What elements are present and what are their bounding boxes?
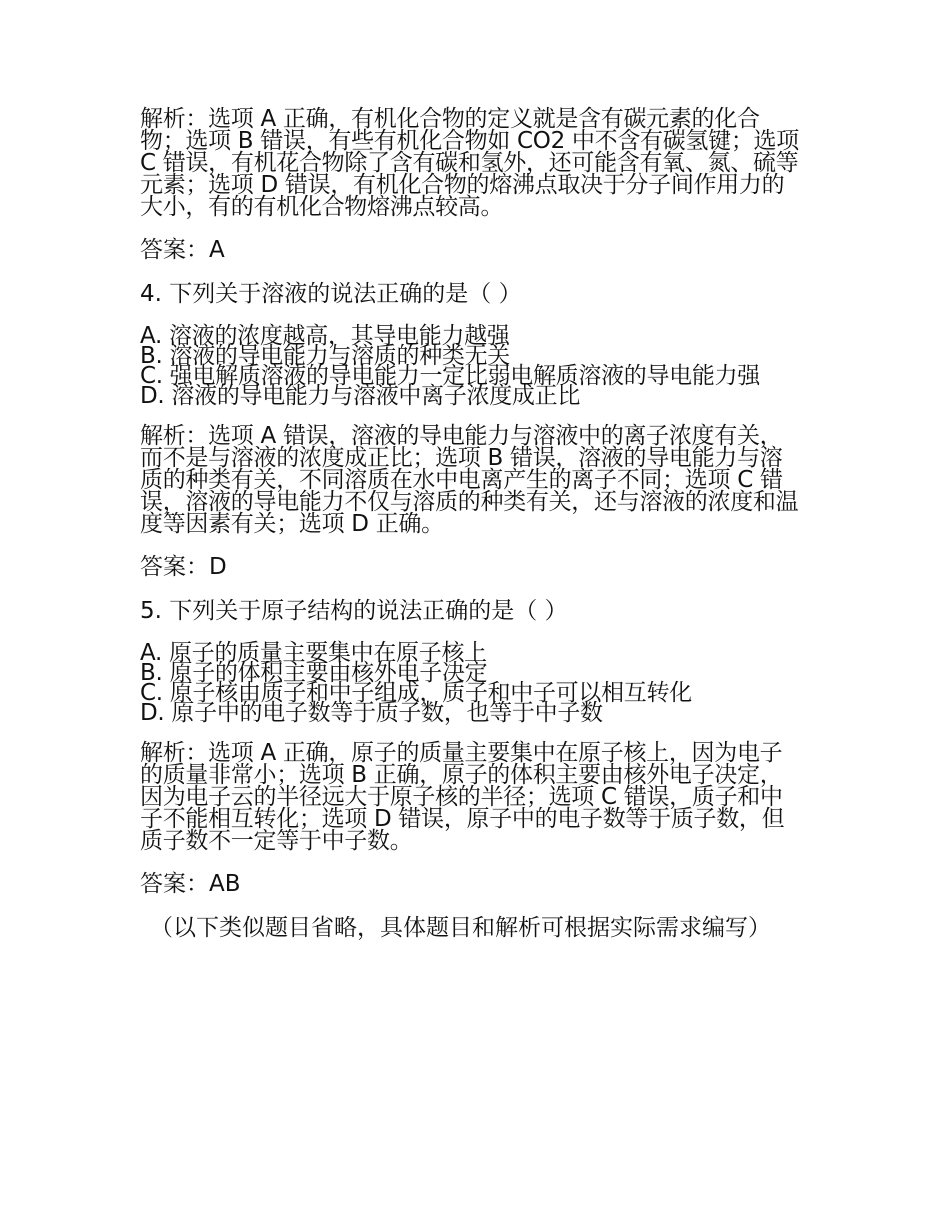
q4-options <box>140 323 805 409</box>
q4-analysis: 解析：选项 A 错误，溶液的导电能力与溶液中的离子浓度有关，而不是与溶液的浓度成正比；选项 B 错误，溶液的导电能力与溶质的种类有关，不同溶质在水中电离产生的离子不同；选项 C 错误，溶液的导电能力不仅与溶质的种类有关，还与溶液的浓度和温度等因素有关；选项 D 正确。 <box>140 423 799 537</box>
q4-answer: 答案：D <box>140 554 227 580</box>
q4-option-a: A. 溶液的浓度越高，其导电能力越强 <box>140 323 510 349</box>
q5-title: 5. 下列关于原子结构的说法正确的是（ ） <box>140 598 568 624</box>
q5-option-d: D. 原子中的电子数等于质子数，也等于中子数 <box>140 700 603 726</box>
q4-title: 4. 下列关于溶液的说法正确的是（ ） <box>140 281 522 307</box>
omission-note: （以下类似题目省略，具体题目和解析可根据实际需求编写） <box>150 915 771 941</box>
q5-analysis: 解析：选项 A 正确，原子的质量主要集中在原子核上，因为电子的质量非常小；选项 B 正确，原子的体积主要由核外电子决定，因为电子云的半径远大于原子核的半径；选项 C 错误，质子和中子不能相互转化；选项 D 错误，原子中的电子数等于质子数，但质子数不一定等于中子数。 <box>140 740 785 854</box>
q5-answer: 答案：AB <box>140 871 241 897</box>
q4-option-d: D. 溶液的导电能力与溶液中离子浓度成正比 <box>140 383 581 409</box>
q5-options <box>140 640 805 726</box>
q5-option-c: C. 原子核由质子和中子组成，质子和中子可以相互转化 <box>140 680 692 706</box>
q5-option-a: A. 原子的质量主要集中在原子核上 <box>140 640 487 666</box>
q3-answer: 答案：A <box>140 237 225 263</box>
q3-analysis: 解析：选项 A 正确，有机化合物的定义就是含有碳元素的化合物；选项 B 错误，有些有机化合物如 CO2 中不含有碳氢键；选项 C 错误，有机花合物除了含有碳和氢外，还可能含有氧、氮、硫等元素；选项 D 错误，有机化合物的熔沸点取决于分子间作用力的大小，有的有机化合物熔沸点较高。 <box>140 106 799 220</box>
q4-option-c: C. 强电解质溶液的导电能力一定比弱电解质溶液的导电能力强 <box>140 363 760 389</box>
q4-option-b: B. 溶液的导电能力与溶质的种类无关 <box>140 343 511 369</box>
q5-option-b: B. 原子的体积主要由核外电子决定 <box>140 660 488 686</box>
document-page <box>140 108 805 941</box>
